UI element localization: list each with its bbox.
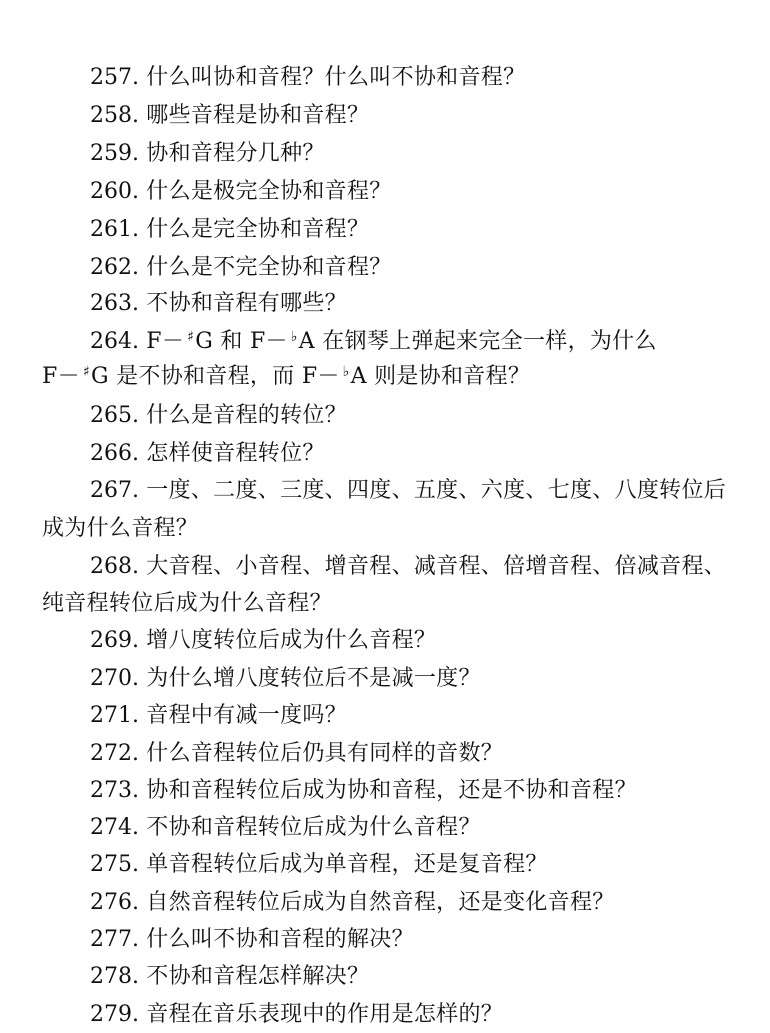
question-text: 一度、二度、三度、四度、五度、六度、七度、八度转位后 — [146, 478, 727, 503]
question-number: 258. — [90, 103, 139, 128]
question-text: 不协和音程有哪些？ — [146, 291, 347, 316]
question-number: 279. — [90, 1002, 139, 1027]
question-text: 什么是完全协和音程？ — [146, 217, 370, 242]
question-number: 259. — [90, 141, 139, 166]
question-text: 单音程转位后成为单音程，还是复音程？ — [146, 852, 548, 877]
question-267 — [90, 476, 726, 506]
question-number: 267. — [90, 478, 139, 503]
question-text: 什么叫协和音程？什么叫不协和音程？ — [146, 65, 526, 90]
question-number: 263. — [90, 291, 139, 316]
question-text: 哪些音程是协和音程？ — [146, 103, 370, 128]
question-text: 大音程、小音程、增音程、减音程、倍增音程、倍减音程、 — [146, 554, 727, 579]
question-text: 自然音程转位后成为自然音程，还是变化音程？ — [146, 890, 615, 915]
question-272 — [90, 739, 503, 769]
question-number: 270. — [90, 666, 139, 691]
question-number: 272. — [90, 741, 139, 766]
question-278 — [90, 962, 369, 992]
question-text: 协和音程转位后成为协和音程，还是不协和音程？ — [146, 778, 637, 803]
question-268-continuation — [42, 589, 332, 619]
question-number: 257. — [90, 65, 139, 90]
question-277 — [90, 925, 414, 955]
question-number: 269. — [90, 628, 139, 653]
question-276 — [90, 888, 615, 918]
question-text-part: A 则是协和音程？ — [350, 364, 531, 389]
question-275 — [90, 850, 548, 880]
question-261 — [90, 215, 369, 245]
question-text-part: F－ — [146, 329, 185, 354]
flat-sign: ♭ — [342, 364, 350, 380]
question-number: 273. — [90, 778, 139, 803]
question-text: 什么音程转位后仍具有同样的音数？ — [146, 741, 504, 766]
question-text-part: F－ — [42, 364, 80, 389]
question-259 — [90, 139, 325, 169]
question-264 — [90, 327, 657, 359]
question-265 — [90, 401, 347, 431]
question-number: 277. — [90, 927, 139, 952]
question-text: 什么叫不协和音程的解决？ — [146, 927, 414, 952]
question-text: 协和音程分几种？ — [146, 141, 325, 166]
question-270 — [90, 664, 481, 694]
question-number: 271. — [90, 703, 139, 728]
question-number: 276. — [90, 890, 139, 915]
question-text: 什么是音程的转位？ — [146, 403, 347, 428]
question-text: 成为什么音程？ — [42, 516, 199, 541]
sharp-sign: ♯ — [82, 364, 90, 380]
question-number: 274. — [90, 815, 139, 840]
question-number: 262. — [90, 255, 139, 280]
question-262 — [90, 253, 392, 283]
question-269 — [90, 626, 436, 656]
question-number: 268. — [90, 554, 139, 579]
question-274 — [90, 813, 481, 843]
flat-sign: ♭ — [290, 329, 298, 345]
question-number: 260. — [90, 179, 139, 204]
question-268 — [90, 552, 726, 582]
question-text: 什么是极完全协和音程？ — [146, 179, 392, 204]
question-number: 265. — [90, 403, 139, 428]
question-number: 275. — [90, 852, 139, 877]
question-text: 不协和音程转位后成为什么音程？ — [146, 815, 481, 840]
question-number: 264. — [90, 329, 139, 354]
question-number: 261. — [90, 217, 139, 242]
question-text: 音程中有减一度吗？ — [146, 703, 347, 728]
question-text: 怎样使音程转位？ — [146, 441, 325, 466]
question-number: 278. — [90, 964, 139, 989]
question-264-continuation — [42, 362, 530, 394]
question-text-part: A 在钢琴上弹起来完全一样，为什么 — [298, 329, 657, 354]
question-266 — [90, 439, 325, 469]
question-273 — [90, 776, 637, 806]
question-text: 音程在音乐表现中的作用是怎样的？ — [146, 1002, 504, 1027]
question-text: 为什么增八度转位后不是减一度？ — [146, 666, 481, 691]
question-text-part: G 和 F－ — [195, 329, 288, 354]
question-text: 不协和音程怎样解决？ — [146, 964, 370, 989]
question-text: 增八度转位后成为什么音程？ — [146, 628, 437, 653]
question-258 — [90, 101, 369, 131]
question-text: 什么是不完全协和音程？ — [146, 255, 392, 280]
question-text-part: G 是不协和音程，而 F－ — [90, 364, 340, 389]
question-text: 纯音程转位后成为什么音程？ — [42, 591, 332, 616]
question-260 — [90, 177, 392, 207]
question-263 — [90, 289, 347, 319]
question-279 — [90, 1000, 503, 1030]
question-267-continuation — [42, 514, 198, 544]
question-number: 266. — [90, 441, 139, 466]
question-271 — [90, 701, 347, 731]
sharp-sign: ♯ — [187, 329, 195, 345]
question-257 — [90, 63, 525, 93]
